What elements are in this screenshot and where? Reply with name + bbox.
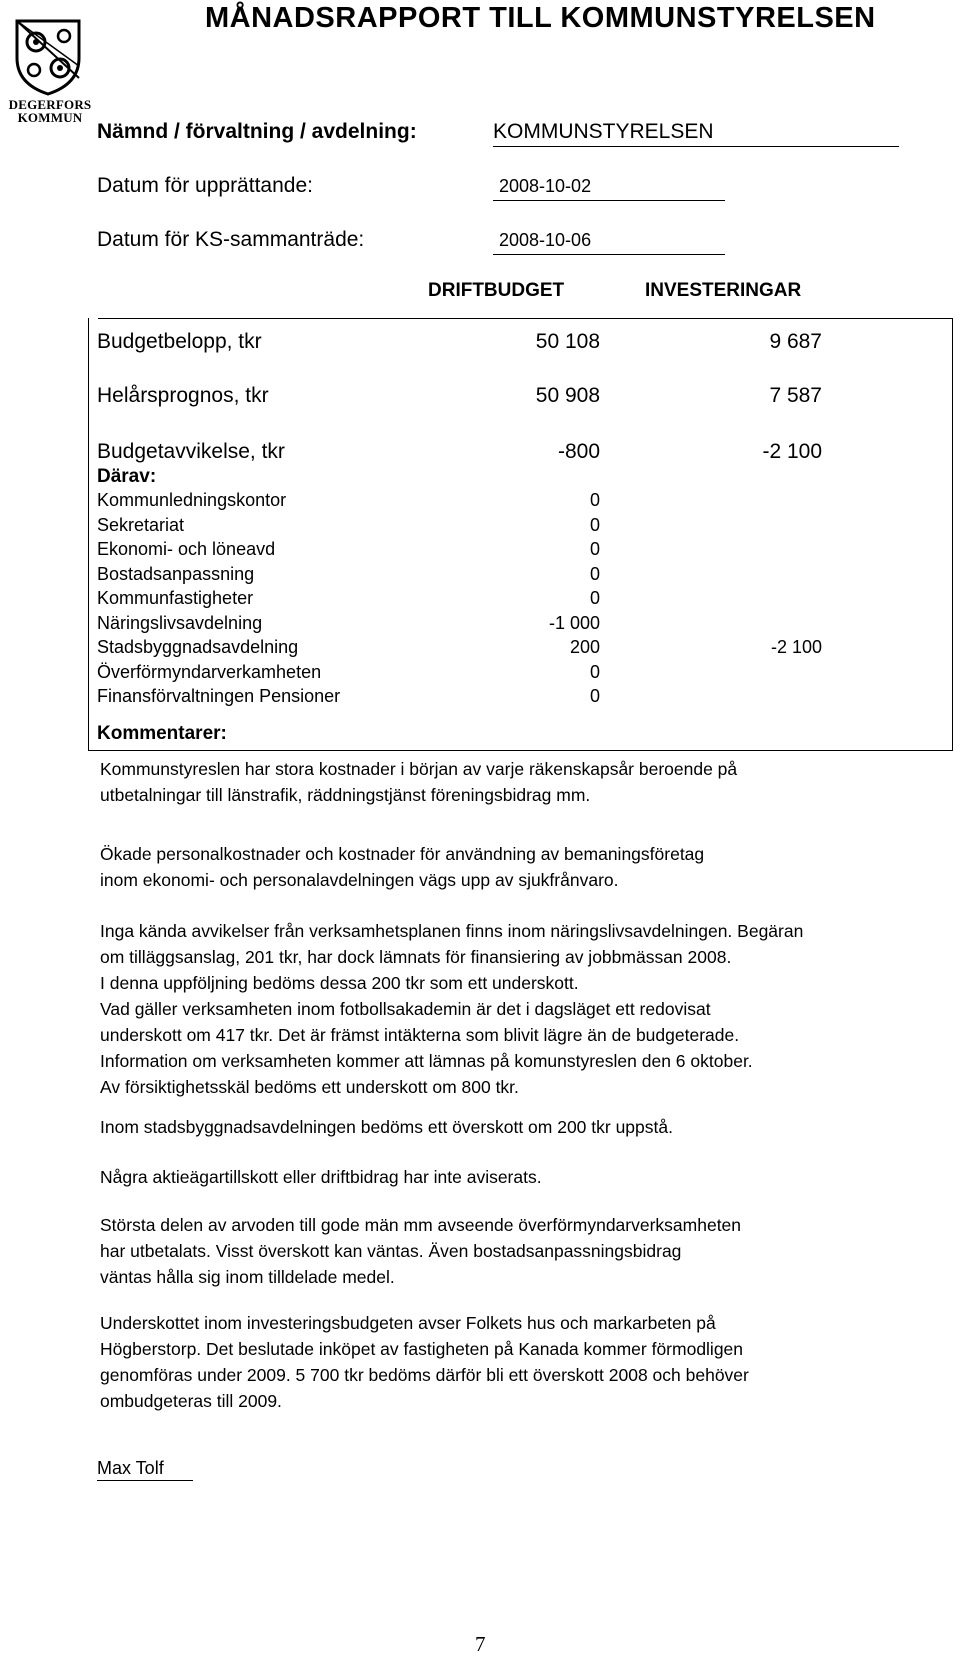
breakdown-row-label: Kommunfastigheter [97,588,254,608]
meeting-date-label: Datum för KS-sammanträde: [97,228,365,251]
breakdown-row-label: Sekretariat [97,514,185,535]
breakdown-row-operating: 0 [589,661,600,682]
breakdown-row-label: Överförmyndarverkamheten [97,661,322,682]
comment-line: Inga kända avvikelser från verksamhetsplanen finns inom näringslivsavdelningen. Begäran [100,921,804,941]
signature: Max Tolf [97,1458,193,1481]
deviation-operating: -800 [557,440,600,463]
breakdown-row-operating: 0 [589,490,600,510]
comments-heading: Kommentarer: [97,723,227,744]
breakdown-row-operating: 0 [589,588,600,608]
breakdown-row-investment: -2 100 [770,637,822,657]
municipality-logo [8,18,92,130]
of-which-label: Därav: [97,466,157,487]
deviation-label: Budgetavvikelse, tkr [97,440,285,463]
comment-line: har utbetalats. Visst överskott kan väntas. Även bostadsanpassningsbidrag [100,1241,682,1261]
comment-line: Av försiktighetsskäl bedöms ett underskott om 800 tkr. [100,1077,519,1097]
meeting-date-value: 2008-10-06 [493,230,725,255]
comment-line: Största delen av arvoden till gode män mm avseende överförmyndarverksamheten [100,1215,742,1235]
comment-paragraph-7 [100,1310,940,1414]
breakdown-row-label: Stadsbyggnadsavdelning [97,637,299,657]
comment-line: Ökade personalkostnader och kostnader för användning av bemaningsföretag [100,844,705,864]
committee-label: Nämnd / förvaltning / avdelning: [97,120,417,143]
breakdown-row-label: Finansförvaltningen Pensioner [97,686,341,706]
comment-paragraph-1 [100,756,940,808]
table-frame-right [952,318,953,750]
forecast-operating: 50 908 [535,384,600,407]
investment-header: INVESTERINGAR [645,280,802,301]
comment-line: Några aktieägartillskott eller driftbidrag har inte aviserats. [100,1167,542,1187]
breakdown-row-operating: 0 [589,686,600,706]
breakdown-row-operating: 200 [569,637,600,657]
comment-paragraph-5 [100,1164,940,1190]
forecast-investment: 7 587 [769,384,822,407]
breakdown-row-label: Bostadsanpassning [97,563,255,584]
breakdown-row-operating: 0 [589,563,600,584]
table-frame-top [98,318,952,319]
committee-value: KOMMUNSTYRELSEN [493,120,899,147]
page-number: 7 [475,1632,486,1656]
breakdown-row-operating: 0 [589,514,600,535]
comment-paragraph-6 [100,1212,940,1290]
comment-paragraph-3 [100,918,940,1100]
created-date-label: Datum för upprättande: [97,174,313,197]
budget-amount-operating: 50 108 [535,330,600,353]
comment-line: Inom stadsbyggnadsavdelningen bedöms ett överskott om 200 tkr uppstå. [100,1117,673,1137]
operating-budget-header: DRIFTBUDGET [428,280,565,301]
created-date-value: 2008-10-02 [493,176,725,201]
logo-text: DEGERFORS KOMMUN [8,97,92,125]
comment-line: Vad gäller verksamheten inom fotbollsakademin är det i dagsläget ett redovisat [100,999,711,1019]
comment-line: underskott om 417 tkr. Det är främst intäkterna som blivit lägre än de budgeterade. [100,1025,740,1045]
comment-line: genomföras under 2009. 5 700 tkr bedöms därför bli ett överskott 2008 och behöver [100,1365,749,1385]
comment-line: inom ekonomi- och personalavdelningen vägs upp av sjukfrånvaro. [100,870,619,890]
comment-paragraph-4 [100,1114,940,1140]
budget-amount-label: Budgetbelopp, tkr [97,330,262,353]
page-title: MÅNADSRAPPORT TILL KOMMUNSTYRELSEN [205,2,876,34]
breakdown-row-operating: 0 [589,539,600,559]
comment-line: väntas hålla sig inom tilldelade medel. [100,1267,395,1287]
comment-line: I denna uppföljning bedöms dessa 200 tkr som ett underskott. [100,973,579,993]
table-frame-bottom [88,750,953,751]
breakdown-row-label: Kommunledningskontor [97,490,287,510]
deviation-investment: -2 100 [762,440,822,463]
comment-line: om tilläggsanslag, 201 tkr, har dock lämnats för finansiering av jobbmässan 2008. [100,947,732,967]
comment-line: Kommunstyreslen har stora kostnader i början av varje räkenskapsår beroende på [100,759,738,779]
comment-line: ombudgeteras till 2009. [100,1391,282,1411]
comment-line: Högberstorp. Det beslutade inköpet av fastigheten på Kanada kommer förmodligen [100,1339,744,1359]
forecast-label: Helårsprognos, tkr [97,384,269,407]
coat-of-arms-icon [14,18,82,96]
budget-amount-investment: 9 687 [769,330,822,353]
breakdown-row-operating: -1 000 [548,612,600,633]
comment-paragraph-2 [100,841,940,893]
comment-line: Underskottet inom investeringsbudgeten avser Folkets hus och markarbeten på [100,1313,716,1333]
comment-line: Information om verksamheten kommer att lämnas på komunstyreslen den 6 oktober. [100,1051,753,1071]
breakdown-row-label: Ekonomi- och löneavd [97,539,276,559]
comment-line: utbetalningar till länstrafik, räddningstjänst föreningsbidrag mm. [100,785,591,805]
breakdown-row-label: Näringslivsavdelning [97,612,263,633]
table-frame-left [88,318,89,750]
